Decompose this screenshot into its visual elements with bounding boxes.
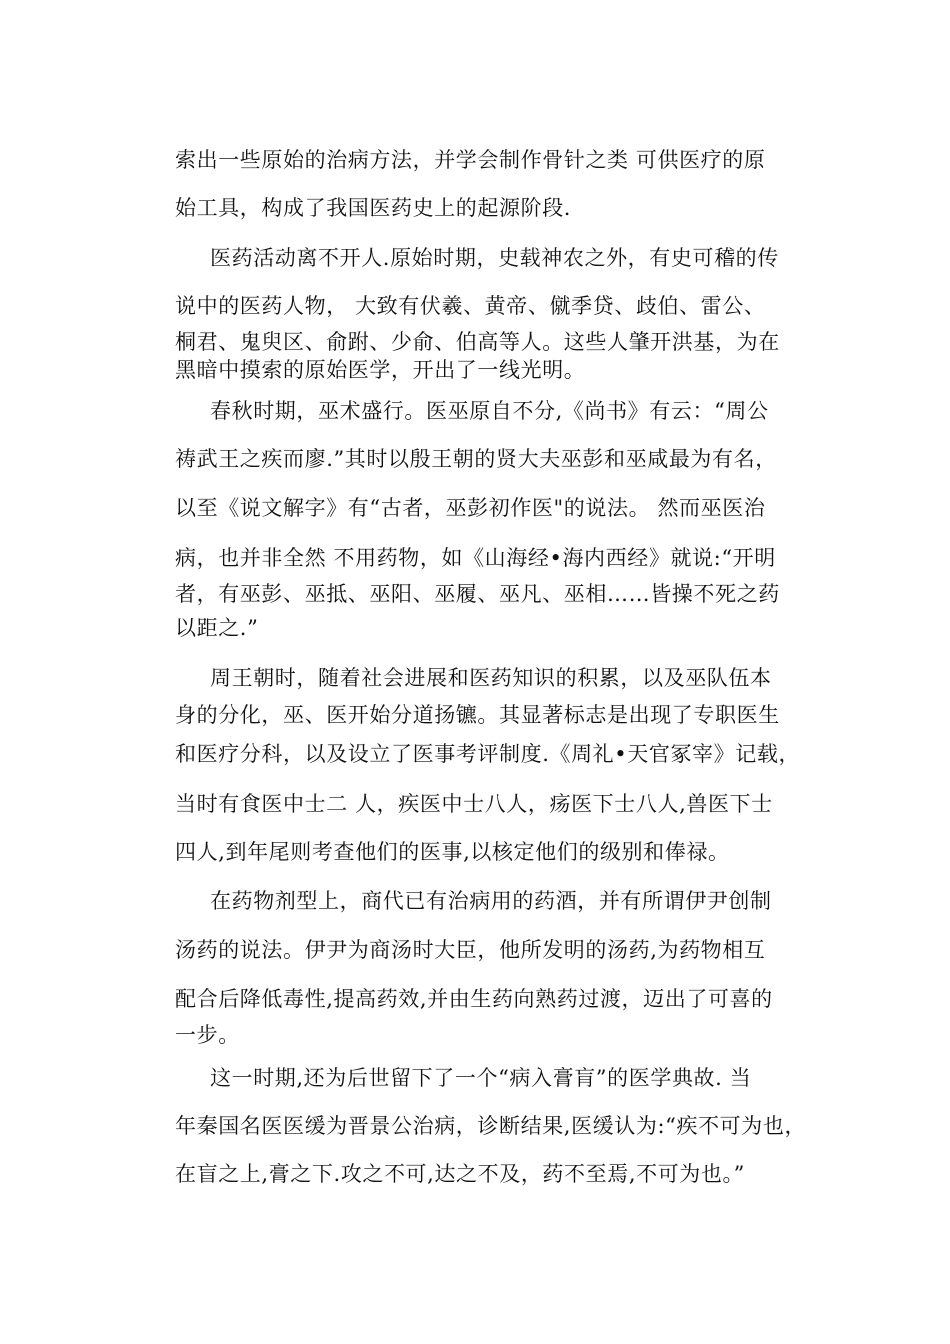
text-line: 始工具，构成了我国医药史上的起源阶段. (175, 196, 572, 220)
text-line: 周王朝时，随着社会进展和医药知识的积累，以及巫队伍本 (210, 666, 772, 690)
text-line: 年秦国名医医缓为晋景公治病，诊断结果,医缓认为:“疾不可为也， (175, 1114, 807, 1138)
text-line: 在盲之上,膏之下.攻之不可,达之不及，药不至焉,不可为也。” (175, 1162, 745, 1186)
text-line: 配合后降低毒性,提高药效,并由生药向熟药过渡，迈出了可喜的 (175, 987, 773, 1011)
text-line: 以至《说文解字》有“古者，巫彭初作医"的说法。 然而巫医治 (175, 496, 766, 520)
text-line: 在药物剂型上，商代已有治病用的药酒，并有所谓伊尹创制 (210, 889, 772, 913)
text-line: 春秋时期，巫术盛行。医巫原自不分,《尚书》有云：“周公 (210, 399, 769, 423)
text-line: 身的分化，巫、医开始分道扬镳。其显著标志是出现了专职医生 (175, 703, 780, 727)
text-line: 这一时期,还为后世留下了一个“病入膏肓”的医学典故. 当 (210, 1066, 752, 1090)
text-line: 祷武王之疾而廖.”其时以殷王朝的贤大夫巫彭和巫咸最为有名， (175, 447, 777, 471)
text-line: 病，也并非全然 不用药物，如《山海经•海内西经》就说:“开明 (175, 546, 776, 570)
text-line: 索出一些原始的治病方法，并学会制作骨针之类 可供医疗的原 (175, 148, 766, 172)
text-line: 医药活动离不开人.原始时期，史载神农之外，有史可稽的传 (210, 246, 779, 270)
text-line: 一步。 (175, 1023, 240, 1047)
text-line: 汤药的说法。伊尹为商汤时大臣，他所发明的汤药,为药物相互 (175, 938, 766, 962)
text-line: 者，有巫彭、巫抵、巫阳、巫履、巫凡、巫相……皆操不死之药 (175, 582, 780, 606)
text-line: 黑暗中摸索的原始医学，开出了一线光明。 (175, 358, 586, 382)
text-line: 说中的医药人物， 大致有伏羲、黄帝、僦季贷、歧伯、雷公、 (175, 294, 766, 318)
text-line: 四人,到年尾则考查他们的医事,以核定他们的级别和俸禄。 (175, 840, 730, 864)
text-line: 当时有食医中士二 人，疾医中士八人，疡医下士八人,兽医下士 (175, 792, 773, 816)
text-line: 和医疗分科，以及设立了医事考评制度.《周礼•天官冢宰》记载， (175, 742, 801, 766)
text-line: 以距之.” (175, 616, 259, 640)
text-line: 桐君、鬼臾区、俞跗、少俞、伯高等人。这些人肇开洪基，为在 (175, 330, 780, 354)
